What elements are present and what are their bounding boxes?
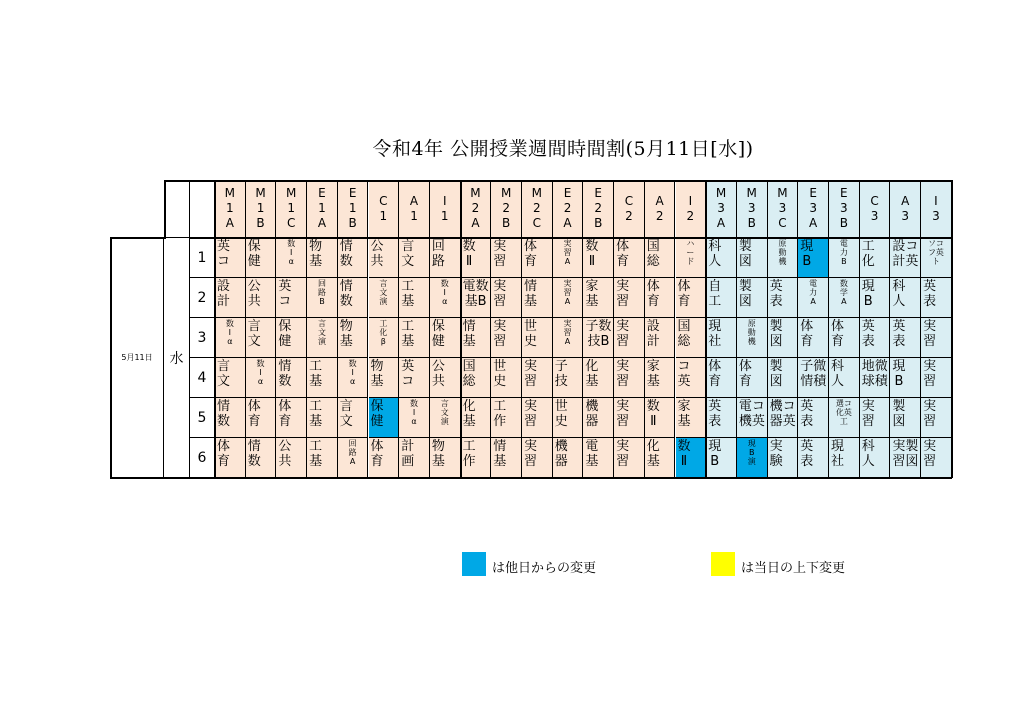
class-header: E 2 B — [583, 180, 614, 238]
subject-cell: 保 健 — [276, 318, 307, 358]
class-header: I 2 — [676, 180, 707, 238]
class-header: E 1 A — [307, 180, 338, 238]
subject-cell: 実 習 — [614, 278, 645, 318]
subject-cell: 数 Ⅱ — [645, 398, 676, 438]
class-header: C 1 — [369, 180, 400, 238]
subject-cell: ハ ー ド — [676, 238, 707, 278]
subject-cell: 実 習 — [522, 358, 553, 398]
subject-cell: 回 路 — [430, 238, 461, 278]
subject-cell: 情 基 — [491, 438, 522, 478]
subject-cell: 子 技 — [553, 358, 584, 398]
subject-cell: 言 文 演 — [430, 398, 461, 438]
class-header: E 3 A — [798, 180, 829, 238]
subject-cell: 英 コ — [399, 358, 430, 398]
subject-cell: 回 路 B — [307, 278, 338, 318]
period-number: 3 — [190, 318, 215, 358]
subject-cell: 製 図 — [768, 358, 799, 398]
subject-cell: 物 基 — [307, 238, 338, 278]
subject-cell: 体 育 — [276, 398, 307, 438]
subject-cell: 言 文 演 — [307, 318, 338, 358]
group-separator — [705, 180, 707, 478]
subject-cell: 実 習 — [522, 438, 553, 478]
class-header: I 1 — [430, 180, 461, 238]
class-header: M 3 B — [737, 180, 768, 238]
subject-cell: 言 文 — [246, 318, 277, 358]
subject-cell: 現 B — [706, 438, 737, 478]
subject-cell: 英 コ — [215, 238, 246, 278]
subject-cell: 工 作 — [491, 398, 522, 438]
subject-cell: 実 習 — [860, 398, 891, 438]
subject-cell: 機 器 — [583, 398, 614, 438]
subject-cell: 原 動 機 — [737, 318, 768, 358]
subject-cell: 英 表 — [921, 278, 952, 318]
subject-cell: 設 計 — [645, 318, 676, 358]
subject-cell: 工 作 — [461, 438, 492, 478]
subject-cell: 言 文 演 — [369, 278, 400, 318]
subject-cell: 情 数 — [215, 398, 246, 438]
subject-cell: 情 数 — [276, 358, 307, 398]
subject-cell: 実 習 — [921, 358, 952, 398]
subject-cell: 国 総 — [676, 318, 707, 358]
subject-cell: 数 I α — [399, 398, 430, 438]
subject-cell: 製 図 — [890, 398, 921, 438]
subject-cell: 数 I α — [215, 318, 246, 358]
subject-cell: 実 習 — [491, 318, 522, 358]
subject-cell: ソコ フ英 ト — [921, 238, 952, 278]
subject-cell: 情 数 — [246, 438, 277, 478]
class-separator — [214, 180, 216, 478]
subject-cell: 保 健 — [246, 238, 277, 278]
subject-cell-changed: 保 健 — [369, 398, 400, 438]
subject-cell: 化 基 — [461, 398, 492, 438]
subject-cell: 地微 球積 — [860, 358, 891, 398]
subject-cell: 情 基 — [461, 318, 492, 358]
class-header: M 1 A — [215, 180, 246, 238]
subject-cell: 工 基 — [307, 358, 338, 398]
class-header: A 1 — [399, 180, 430, 238]
subject-cell: 公 共 — [369, 238, 400, 278]
period-number: 5 — [190, 398, 215, 438]
period-number: 1 — [190, 238, 215, 278]
class-header: E 1 B — [338, 180, 369, 238]
class-header: E 2 A — [553, 180, 584, 238]
subject-cell: コ 英 — [676, 358, 707, 398]
subject-cell: 実 習 — [614, 358, 645, 398]
subject-cell: 工 化 — [860, 238, 891, 278]
subject-cell: 機 器 — [553, 438, 584, 478]
subject-cell: 体 育 — [645, 278, 676, 318]
grid-border-bottom — [110, 477, 952, 479]
subject-cell: 英 表 — [860, 318, 891, 358]
header-separator — [190, 237, 952, 239]
subject-cell: 現 B — [860, 278, 891, 318]
subject-cell: 自 工 — [706, 278, 737, 318]
subject-cell: 言 文 — [338, 398, 369, 438]
subject-cell: 世 史 — [553, 398, 584, 438]
subject-cell: 実 験 — [768, 438, 799, 478]
subject-cell: 言 文 — [399, 238, 430, 278]
subject-cell: 体 育 — [829, 318, 860, 358]
subject-cell: 科 人 — [706, 238, 737, 278]
grid-border-left — [110, 238, 112, 478]
subject-cell: 実 習 — [921, 398, 952, 438]
class-header: M 1 C — [276, 180, 307, 238]
subject-cell-changed: 数 Ⅱ — [676, 438, 707, 478]
legend-label-other-day: は他日からの変更 — [492, 561, 597, 576]
subject-cell: 英 コ — [276, 278, 307, 318]
subject-cell: 実 習 — [614, 318, 645, 358]
date-label: 5月11日 — [111, 238, 164, 478]
grid-border-right — [951, 180, 953, 478]
page-title: 令和4年 公開授業週間時間割(5月11日[水]) — [372, 138, 754, 160]
day-label: 水 — [164, 238, 190, 478]
subject-cell: 製 図 — [768, 318, 799, 358]
subject-cell: 物 基 — [369, 358, 400, 398]
subject-cell: 数 I α — [276, 238, 307, 278]
subject-cell: 実 習 — [614, 398, 645, 438]
subject-cell: 製 図 — [737, 238, 768, 278]
legend-swatch-other-day — [462, 552, 486, 576]
subject-cell: 家 基 — [676, 398, 707, 438]
subject-cell: 現 社 — [706, 318, 737, 358]
subject-cell: 設コ 計英 — [890, 238, 921, 278]
subject-cell: 化 基 — [583, 358, 614, 398]
subject-cell: 現 B — [890, 358, 921, 398]
class-header: E 3 B — [829, 180, 860, 238]
subject-cell: 体 育 — [215, 438, 246, 478]
header-blank-day — [164, 180, 190, 238]
subject-cell: 公 共 — [246, 278, 277, 318]
subject-cell: 数 I α — [338, 358, 369, 398]
class-header: M 2 A — [461, 180, 492, 238]
subject-cell-changed: 現 B 演 — [737, 438, 768, 478]
legend-label-same-day: は当日の上下変更 — [741, 561, 846, 576]
subject-cell: 現 社 — [829, 438, 860, 478]
class-header: C 3 — [860, 180, 891, 238]
subject-cell: 化 基 — [645, 438, 676, 478]
subject-cell: 工 基 — [307, 398, 338, 438]
subject-cell: 国 総 — [645, 238, 676, 278]
subject-cell: 実 習 A — [553, 238, 584, 278]
subject-cell: 体 育 — [676, 278, 707, 318]
subject-cell: 体 育 — [798, 318, 829, 358]
subject-cell: 電 基 — [583, 438, 614, 478]
subject-cell: 体 育 — [706, 358, 737, 398]
subject-cell: 科 人 — [829, 358, 860, 398]
subject-cell: 公 共 — [430, 358, 461, 398]
subject-cell: 情 基 — [522, 278, 553, 318]
subject-cell: 電 力 B — [829, 238, 860, 278]
subject-cell: 実 習 — [921, 318, 952, 358]
subject-cell: 情 数 — [338, 238, 369, 278]
subject-cell: 数 学 A — [829, 278, 860, 318]
subject-cell: 数 Ⅱ — [583, 238, 614, 278]
subject-cell: 電 力 A — [798, 278, 829, 318]
subject-cell: 実 習 — [491, 278, 522, 318]
subject-cell: 子微 情積 — [798, 358, 829, 398]
subject-cell: 保 健 — [430, 318, 461, 358]
grid-border-left-header — [164, 180, 166, 238]
subject-cell: 実 習 A — [553, 318, 584, 358]
grid-border-top-body — [110, 237, 166, 239]
subject-cell: 製 図 — [737, 278, 768, 318]
period-number: 6 — [190, 438, 215, 478]
subject-cell: 実 習 — [491, 238, 522, 278]
subject-cell: 英 表 — [798, 398, 829, 438]
subject-cell: 体 育 — [614, 238, 645, 278]
class-header: M 1 B — [246, 180, 277, 238]
subject-cell: 体 育 — [522, 238, 553, 278]
subject-cell: 工 基 — [399, 278, 430, 318]
group-separator — [460, 180, 462, 478]
class-header: I 3 — [921, 180, 952, 238]
subject-cell: 実 習 — [614, 438, 645, 478]
class-header: M 2 C — [522, 180, 553, 238]
class-header: M 3 A — [706, 180, 737, 238]
subject-cell: 実 習 — [522, 398, 553, 438]
class-header: M 3 C — [768, 180, 799, 238]
subject-cell: 電数 基B — [461, 278, 492, 318]
subject-cell: 家 基 — [645, 358, 676, 398]
subject-cell: 体 育 — [737, 358, 768, 398]
period-number: 4 — [190, 358, 215, 398]
subject-cell: 体 育 — [246, 398, 277, 438]
subject-cell: 数 I α — [430, 278, 461, 318]
subject-cell: 公 共 — [276, 438, 307, 478]
subject-cell: 家 基 — [583, 278, 614, 318]
subject-cell: 英 表 — [706, 398, 737, 438]
subject-cell: 原 動 機 — [768, 238, 799, 278]
subject-cell: 英 表 — [798, 438, 829, 478]
grid-border-top — [164, 180, 952, 182]
subject-cell: 体 育 — [369, 438, 400, 478]
subject-cell: 物 基 — [338, 318, 369, 358]
legend-swatch-same-day — [711, 552, 735, 576]
class-header: C 2 — [614, 180, 645, 238]
subject-cell: 英 表 — [890, 318, 921, 358]
subject-cell: 計 画 — [399, 438, 430, 478]
subject-cell: 数 I α — [246, 358, 277, 398]
subject-cell: 情 数 — [338, 278, 369, 318]
class-header: A 2 — [645, 180, 676, 238]
subject-cell: 設 計 — [215, 278, 246, 318]
subject-cell: 世 史 — [522, 318, 553, 358]
subject-cell: 機コ 器英 — [768, 398, 799, 438]
class-header: M 2 B — [491, 180, 522, 238]
subject-cell: 物 基 — [430, 438, 461, 478]
class-header: A 3 — [890, 180, 921, 238]
subject-cell: 英 表 — [768, 278, 799, 318]
subject-cell: 数 Ⅱ — [461, 238, 492, 278]
subject-cell: 実 習 — [921, 438, 952, 478]
subject-cell: 科 人 — [860, 438, 891, 478]
subject-cell: 工 基 — [307, 438, 338, 478]
subject-cell: 世 史 — [491, 358, 522, 398]
subject-cell: 実 習 A — [553, 278, 584, 318]
header-blank-period — [190, 180, 215, 238]
subject-cell: 回 路 A — [338, 438, 369, 478]
subject-cell: 実製 習図 — [890, 438, 921, 478]
subject-cell: 工 化 β — [369, 318, 400, 358]
subject-cell: 選コ 化英 工 — [829, 398, 860, 438]
subject-cell: 子数 技B — [583, 318, 614, 358]
subject-cell-changed: 現 B — [798, 238, 829, 278]
period-number: 2 — [190, 278, 215, 318]
subject-cell: 科 人 — [890, 278, 921, 318]
subject-cell: 工 基 — [399, 318, 430, 358]
subject-cell: 言 文 — [215, 358, 246, 398]
subject-cell: 国 総 — [461, 358, 492, 398]
subject-cell: 電コ 機英 — [737, 398, 768, 438]
